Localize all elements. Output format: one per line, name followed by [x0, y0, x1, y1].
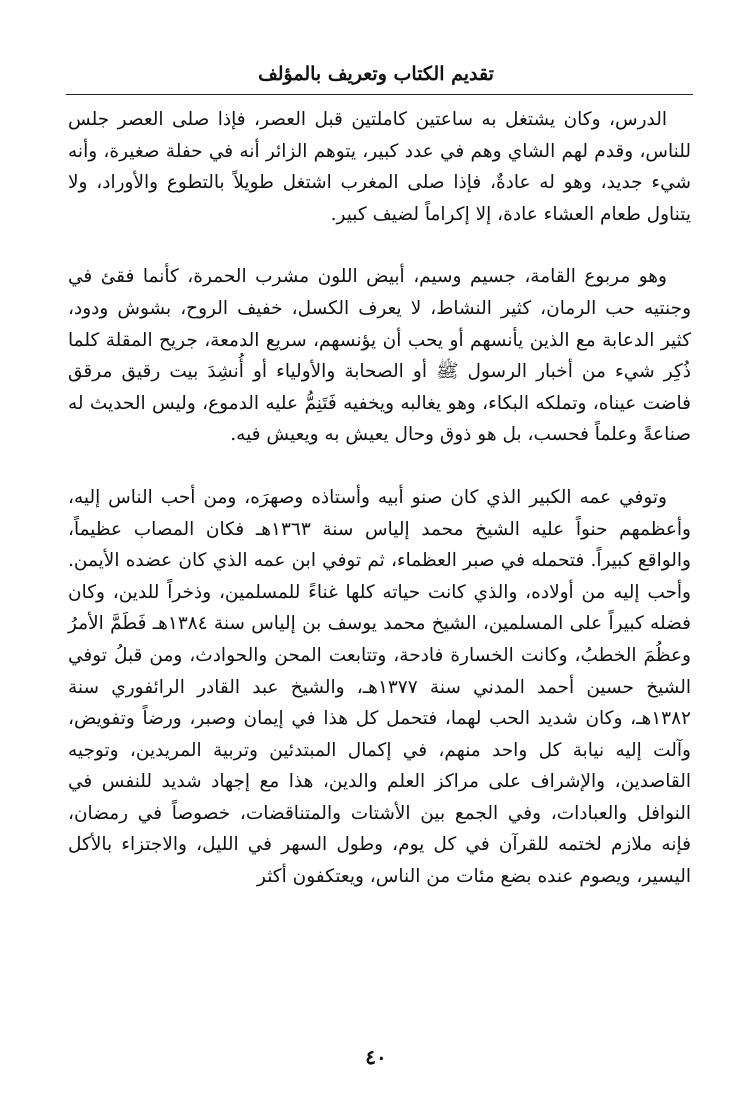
body-text: [68, 104, 691, 893]
paragraph-physical-description: وهو مربوع القامة، جسيم وسيم، أبيض اللون مشرب الحمرة، كأنما فقئ في وجنتيه حب الرمان، كثير النشاط، لا يعرف الكسل، خفيف الروح، بشوش ودود، كثير الدعابة مع الذين يأنسهم أو يحب أن يؤنسهم، سريع الدمعة، جريح المقلة كلما ذُكِر شيء من أخبار الرسول ﷺ أو الصحابة والأولياء أو أُنشِدَ بيت رقيق مرقق فاضت عيناه، وتملكه البكاء، وهو يغالبه ويخفيه فَتَنِمُّ عليه الدموع، وليس الحديث له صناعةً وعلماً فحسب، بل هو ذوق وحال يعيش به ويعيش فيه.: [68, 266, 691, 446]
paragraph-daily-routine: الدرس، وكان يشتغل به ساعتين كاملتين قبل العصر، فإذا صلى العصر جلس للناس، وقدم لهم الشاي وهم في عدد كبير، يتوهم الزائر أنه في حفلة صغيرة، وأنه شيء جديد، وهو له عادةٌ، فإذا صلى المغرب اشتغل طويلاً بالتطوع والأوراد، ولا يتناول طعام العشاء عادة، إلا إكراماً لضيف كبير.: [68, 109, 691, 225]
page-number: ٤٠: [365, 1045, 387, 1069]
paragraph-bereavements: وتوفي عمه الكبير الذي كان صنو أبيه وأستاذه وصهرَه، ومن أحب الناس إليه، وأعظمهم حنواً عليه الشيخ محمد إلياس سنة ١٣٦٣هـ فكان المصاب عظيماً، والواقع كبيراً. فتحمله في صبر العظماء، ثم توفي ابن عمه الذي كان عضده الأيمن. وأحب إليه من أولاده، والذي كانت حياته كلها غناءً للمسلمين، وذخراً للدين، وكان فضله كبيراً على المسلمين، الشيخ محمد يوسف بن إلياس سنة ١٣٨٤هـ فَطَمَّ الأمرُ وعظُمَ الخطبُ، وكانت الخسارة فادحة، وتتابعت المحن والحوادث، ومن قبلُ توفي الشيخ حسين أحمد المدني سنة ١٣٧٧هـ، والشيخ عبد القادر الرائفوري سنة ١٣٨٢هـ، وكان شديد الحب لهما، فتحمل كل هذا في إيمان وصبر، ورضاً وتفويض، وآلت إليه نيابة كل واحد منهم، في إكمال المبتدئين وتربية المريدين، وتوجيه القاصدين، والإشراف على مراكز العلم والدين، هذا مع إجهاد شديد للنفس في النوافل والعبادات، وفي الجمع بين الأشتات والمتناقضات، خصوصاً في رمضان، فإنه ملازم لختمه للقرآن في كل يوم، وطول السهر في الليل، والاجتزاء بالأكل اليسير، ويصوم عنده بضع مئات من الناس، ويعتكفون أكثر: [68, 486, 691, 888]
header-rule: [66, 94, 693, 95]
running-header-title: تقديم الكتاب وتعريف بالمؤلف: [258, 63, 494, 85]
